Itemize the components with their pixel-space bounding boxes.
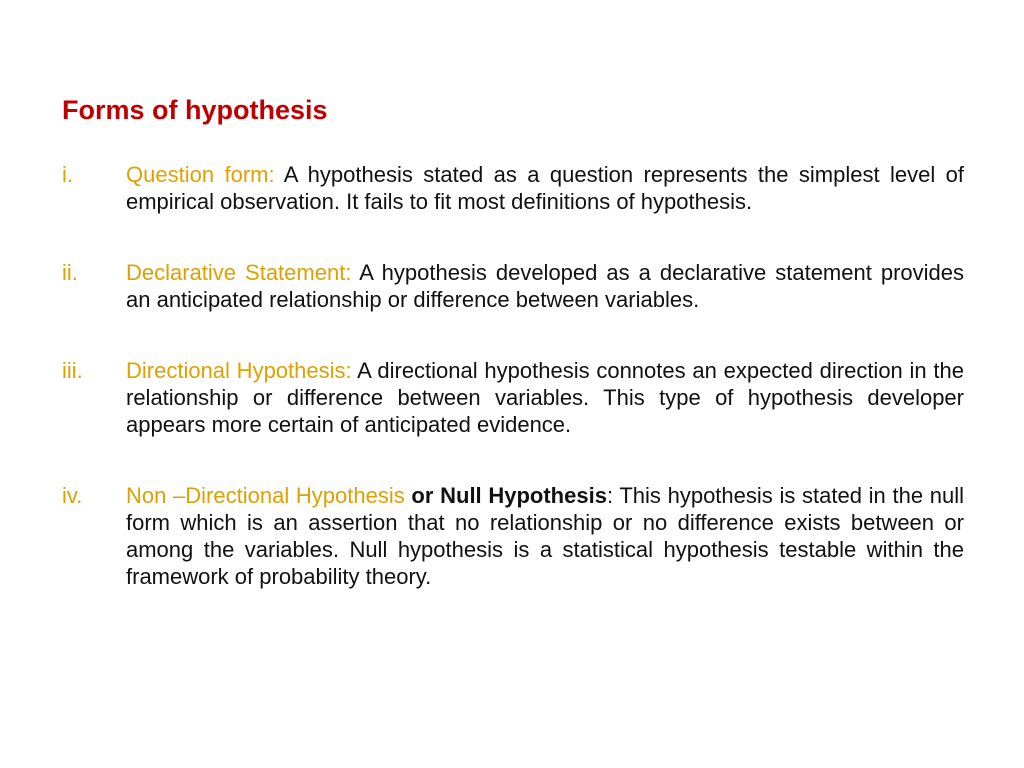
term-label: Directional Hypothesis: — [126, 358, 352, 383]
bold-term-label: or Null Hypothesis — [404, 483, 607, 508]
list-item-directional-hypothesis — [62, 357, 964, 438]
item-text: A directional hypothesis connotes an expected direction in the relationship or difference between variables. This type of hypothesis developer appears more certain of anticipated evidence. — [126, 358, 964, 437]
list-item-non-directional-hypothesis — [62, 482, 964, 590]
list-number: i. — [62, 162, 73, 187]
hypothesis-list — [62, 161, 964, 590]
list-number: iii. — [62, 358, 83, 383]
term-label: Declarative Statement: — [126, 260, 352, 285]
term-label: Non –Directional Hypothesis — [126, 483, 405, 508]
item-text: : This hypothesis is stated in the null form which is an assertion that no relationship or no difference exists between or among the variables. Null hypothesis is a statistical hypothesis testable within the framework of probability theory. — [126, 483, 964, 589]
item-text: A hypothesis developed as a declarative statement provides an anticipated relationship or difference between variables. — [126, 260, 964, 312]
term-label: Question form: — [126, 162, 275, 187]
slide-title: Forms of hypothesis — [62, 95, 328, 125]
list-item-declarative-statement — [62, 259, 964, 313]
list-item-question-form — [62, 161, 964, 215]
list-number: iv. — [62, 483, 83, 508]
list-number: ii. — [62, 260, 78, 285]
item-text: A hypothesis stated as a question represents the simplest level of empirical observation. It fails to fit most definitions of hypothesis. — [126, 162, 964, 214]
